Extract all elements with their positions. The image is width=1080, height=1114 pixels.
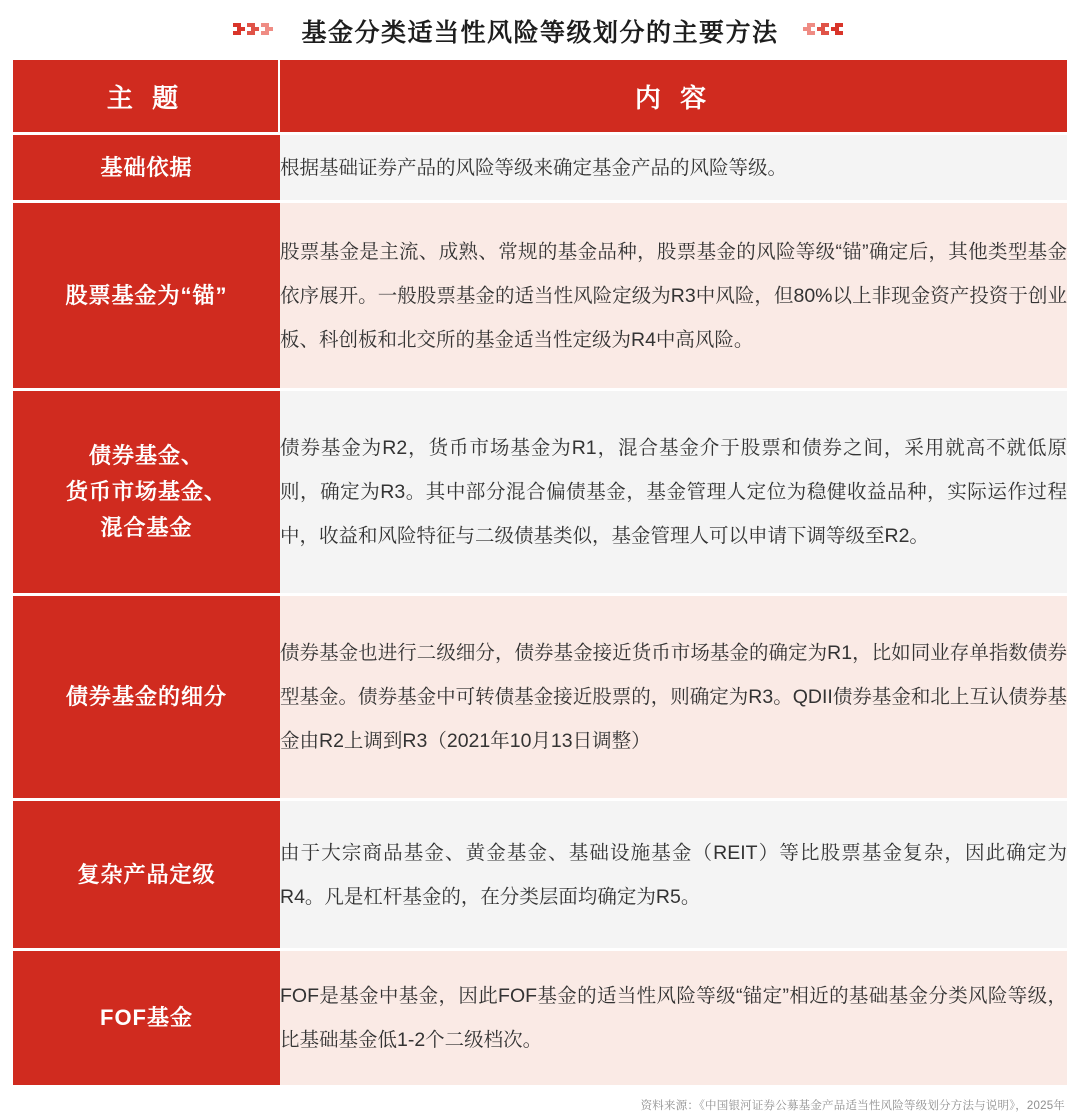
row-content: 债券基金为R2，货币市场基金为R1，混合基金介于股票和债券之间，采用就高不就低原则，确定为R3。其中部分混合偏债基金，基金管理人定位为稳健收益品种，实际运作过程中，收益和风险特征与二级债基类似，基金管理人可以申请下调等级至R2。 xyxy=(280,388,1067,593)
row-content: FOF是基金中基金，因此FOF基金的适当性风险等级“锚定”相近的基础基金分类风险等级，比基础基金低1-2个二级档次。 xyxy=(280,948,1067,1085)
row-topic: 债券基金的细分 xyxy=(13,593,280,798)
table-row xyxy=(13,132,1067,200)
risk-level-table xyxy=(13,60,1067,1085)
table-row xyxy=(13,200,1067,388)
table-row xyxy=(13,388,1067,593)
row-content: 股票基金是主流、成熟、常规的基金品种，股票基金的风险等级“锚”确定后，其他类型基金依序展开。一般股票基金的适当性风险定级为R3中风险，但80%以上非现金资产投资于创业板、科创板和北交所的基金适当性定级为R4中高风险。 xyxy=(280,200,1067,388)
page-title: 基金分类适当性风险等级划分的主要方法 xyxy=(301,19,779,47)
title-bar xyxy=(0,0,1080,60)
table-header-row xyxy=(13,60,1067,132)
column-header-content: 内 容 xyxy=(280,60,1067,132)
table-body xyxy=(13,132,1067,1085)
chevrons-right-icon xyxy=(231,16,279,47)
table-row xyxy=(13,593,1067,798)
row-content: 债券基金也进行二级细分，债券基金接近货币市场基金的确定为R1，比如同业存单指数债券型基金。债券基金中可转债基金接近股票的，则确定为R3。QDII债券基金和北上互认债券基金由R2上调到R3（2021年10月13日调整） xyxy=(280,593,1067,798)
source-note-text: 资料来源：《中国银河证券公募基金产品适当性风险等级划分方法与说明》，2025年 xyxy=(640,1100,1065,1112)
row-topic: FOF基金 xyxy=(13,948,280,1085)
row-content: 根据基础证券产品的风险等级来确定基金产品的风险等级。 xyxy=(280,132,1067,200)
column-header-topic: 主 题 xyxy=(13,60,280,132)
row-topic: 股票基金为“锚” xyxy=(13,200,280,388)
chevrons-left-icon xyxy=(801,16,849,47)
table-row xyxy=(13,798,1067,948)
row-topic: 复杂产品定级 xyxy=(13,798,280,948)
row-content: 由于大宗商品基金、黄金基金、基础设施基金（REIT）等比股票基金复杂，因此确定为R4。凡是杠杆基金的，在分类层面均确定为R5。 xyxy=(280,798,1067,948)
row-topic: 基础依据 xyxy=(13,132,280,200)
row-topic: 债券基金、 货币市场基金、 混合基金 xyxy=(13,388,280,593)
table-row xyxy=(13,948,1067,1085)
source-note xyxy=(13,1085,1067,1114)
table-header xyxy=(13,60,1067,132)
